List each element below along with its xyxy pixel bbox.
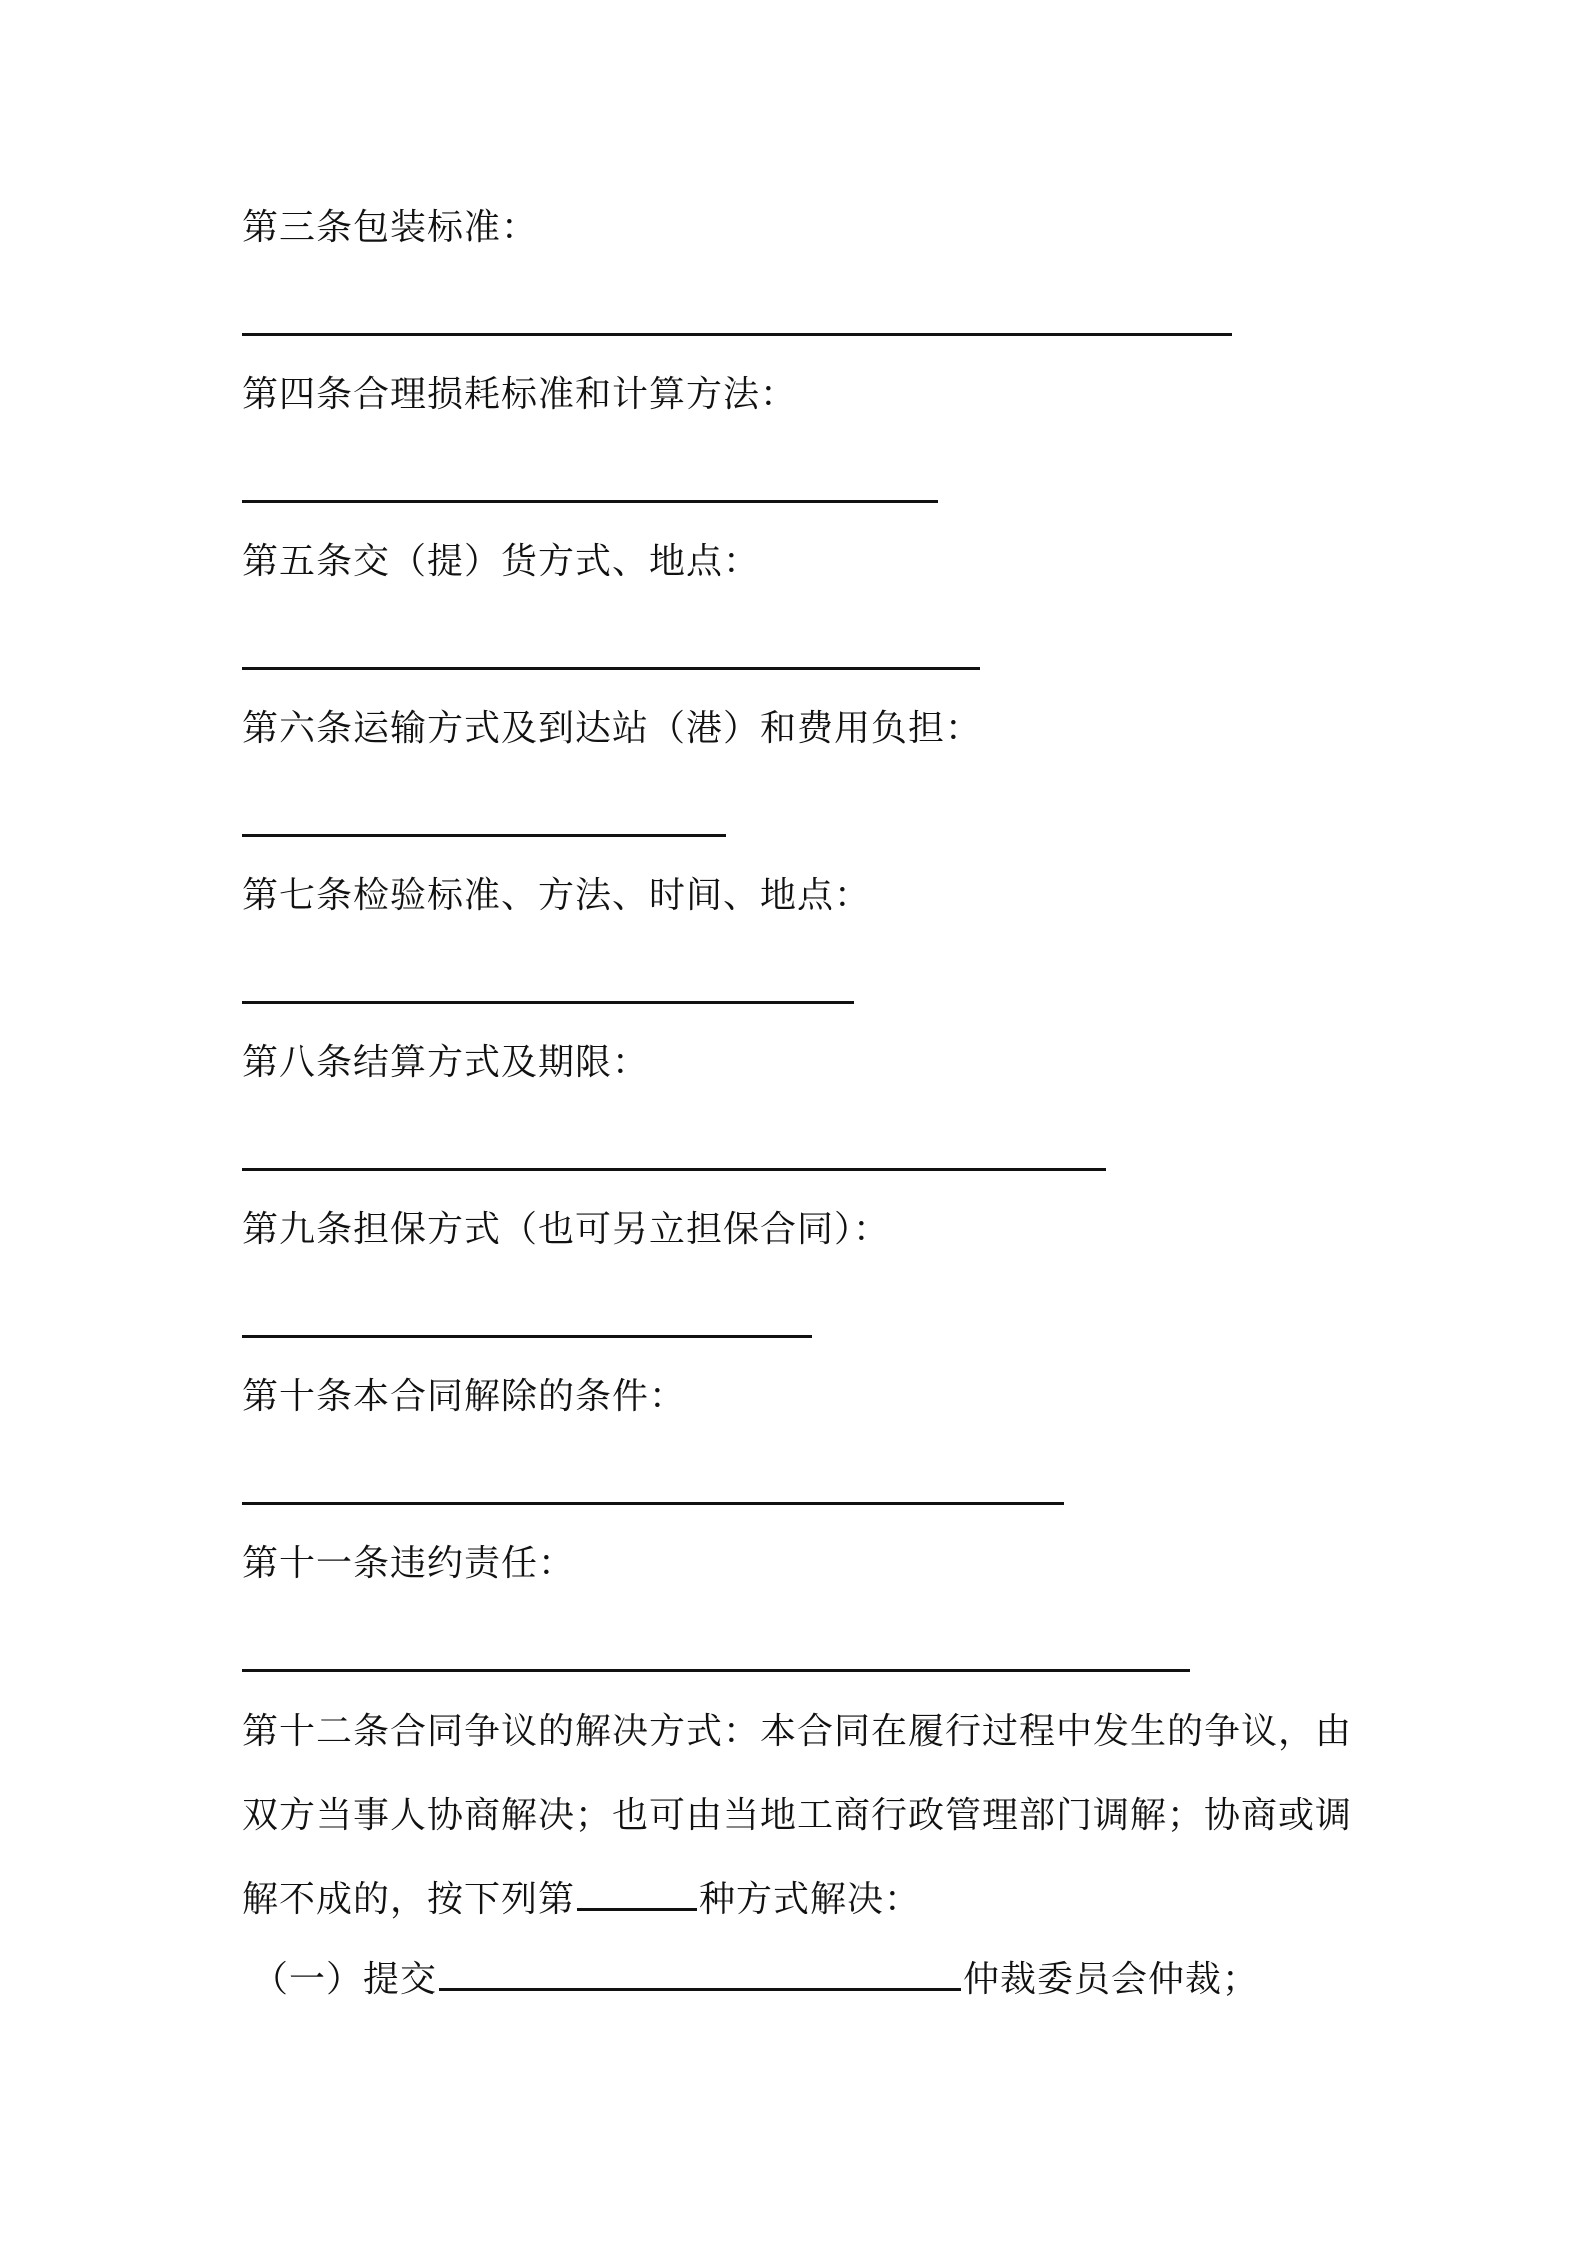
clause-7-title: 第七条检验标准、方法、时间、地点：: [242, 875, 872, 916]
option-1-after: 仲裁委员会仲裁；: [963, 1959, 1260, 2000]
clause-7-blank[interactable]: [242, 1001, 854, 1004]
option-1-line: [252, 1960, 1259, 2000]
clause-12-paragraph: [242, 1690, 1362, 1942]
clause-4-blank[interactable]: [242, 500, 938, 503]
clause-5-blank[interactable]: [242, 667, 980, 670]
dispute-method-blank[interactable]: [577, 1908, 697, 1911]
clause-3-title: 第三条包装标准：: [242, 207, 539, 248]
clause-11-title: 第十一条违约责任：: [242, 1543, 576, 1584]
clause-12-line-3-before: 解不成的，按下列第: [242, 1879, 576, 1920]
clause-5-title: 第五条交（提）货方式、地点：: [242, 541, 761, 582]
clause-12-line-1: 第十二条合同争议的解决方式：本合同在履行过程中发生的争议，由: [242, 1711, 1353, 1752]
clause-6-title: 第六条运输方式及到达站（港）和费用负担：: [242, 708, 983, 749]
clause-11-blank[interactable]: [242, 1669, 1190, 1672]
clause-9-title: 第九条担保方式（也可另立担保合同）：: [242, 1209, 891, 1250]
clause-12-line-2: 双方当事人协商解决；也可由当地工商行政管理部门调解；协商或调: [242, 1795, 1353, 1836]
clause-8-blank[interactable]: [242, 1168, 1106, 1171]
clause-9-blank[interactable]: [242, 1335, 812, 1338]
clause-12-line-3-after: 种方式解决：: [699, 1879, 922, 1920]
arbitration-committee-blank[interactable]: [439, 1988, 961, 1991]
clause-12-line-3: [242, 1858, 1362, 1942]
clause-4-title: 第四条合理损耗标准和计算方法：: [242, 374, 798, 415]
clause-6-blank[interactable]: [242, 834, 726, 837]
clause-8-title: 第八条结算方式及期限：: [242, 1042, 650, 1083]
clause-3-blank[interactable]: [242, 333, 1232, 336]
clause-10-title: 第十条本合同解除的条件：: [242, 1376, 687, 1417]
option-1-before: （一）提交: [252, 1959, 438, 2000]
clause-10-blank[interactable]: [242, 1502, 1064, 1505]
